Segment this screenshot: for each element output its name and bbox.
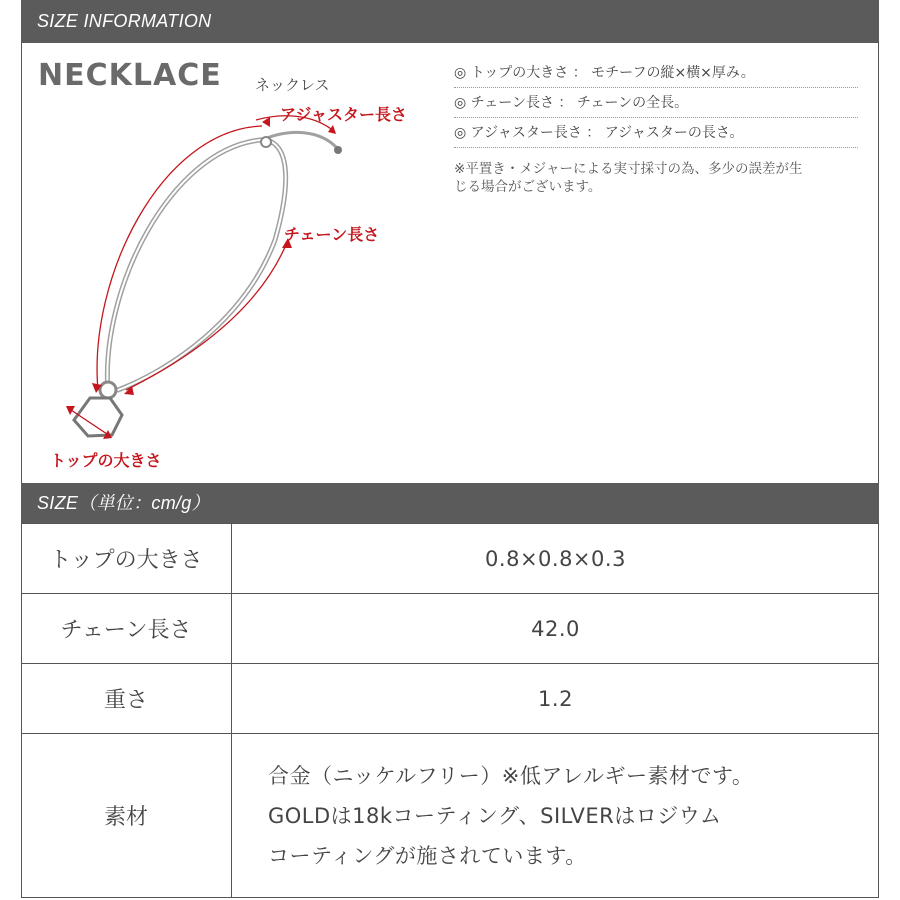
row-label-top-size: トップの大きさ bbox=[21, 524, 232, 594]
note-chain-length: ◎ チェーン長さ ： チェーンの全長。 bbox=[454, 88, 858, 118]
note-adjuster-length: ◎ アジャスター長さ ： アジャスターの長さ。 bbox=[454, 118, 858, 148]
pendant-bail bbox=[100, 382, 116, 398]
product-type-title: NECKLACE bbox=[38, 58, 222, 93]
disclaimer-line-2: じる場合がございます。 bbox=[454, 179, 602, 195]
adjuster-end-bead bbox=[334, 146, 342, 154]
table-row bbox=[21, 734, 879, 898]
material-line-1: 合金（ニッケルフリー）※低アレルギー素材です。 bbox=[268, 763, 754, 788]
measurement-disclaimer bbox=[454, 160, 858, 196]
table-row bbox=[21, 524, 879, 594]
row-label-chain-length: チェーン長さ bbox=[21, 594, 232, 664]
necklace-diagram bbox=[30, 90, 450, 479]
material-line-2: GOLDは18kコーティング、SILVERはロジウム bbox=[268, 803, 722, 828]
chain-length-label: チェーン長さ bbox=[284, 225, 380, 244]
section-header-size bbox=[21, 483, 879, 523]
necklace-chain bbox=[107, 140, 285, 392]
section-title: SIZE INFORMATION bbox=[37, 11, 212, 31]
row-value-chain-length: 42.0 bbox=[232, 594, 880, 664]
material-line-3: コーティングが施されています。 bbox=[268, 843, 587, 868]
necklace-illustration bbox=[30, 90, 450, 475]
product-type-subtitle: ネックレス bbox=[255, 76, 330, 94]
note-top-size: ◎ トップの大きさ ： モチーフの縦×横×厚み。 bbox=[454, 58, 858, 88]
section-header-size-information bbox=[21, 0, 879, 43]
size-table bbox=[21, 523, 879, 898]
size-section-title: SIZE（単位：cm/g） bbox=[37, 493, 210, 513]
clasp-ring bbox=[261, 137, 271, 147]
row-label-weight: 重さ bbox=[21, 664, 232, 734]
adjuster-length-label: アジャスター長さ bbox=[280, 105, 408, 124]
top-size-label: トップの大きさ bbox=[50, 451, 162, 470]
table-row bbox=[21, 664, 879, 734]
measurement-notes bbox=[454, 58, 858, 196]
row-label-material: 素材 bbox=[21, 734, 232, 898]
table-row bbox=[21, 594, 879, 664]
row-value-top-size: 0.8×0.8×0.3 bbox=[232, 524, 880, 594]
row-value-weight: 1.2 bbox=[232, 664, 880, 734]
disclaimer-line-1: ※平置き・メジャーによる実寸採寸の為、多少の誤差が生 bbox=[454, 161, 803, 177]
row-value-material bbox=[232, 734, 880, 898]
